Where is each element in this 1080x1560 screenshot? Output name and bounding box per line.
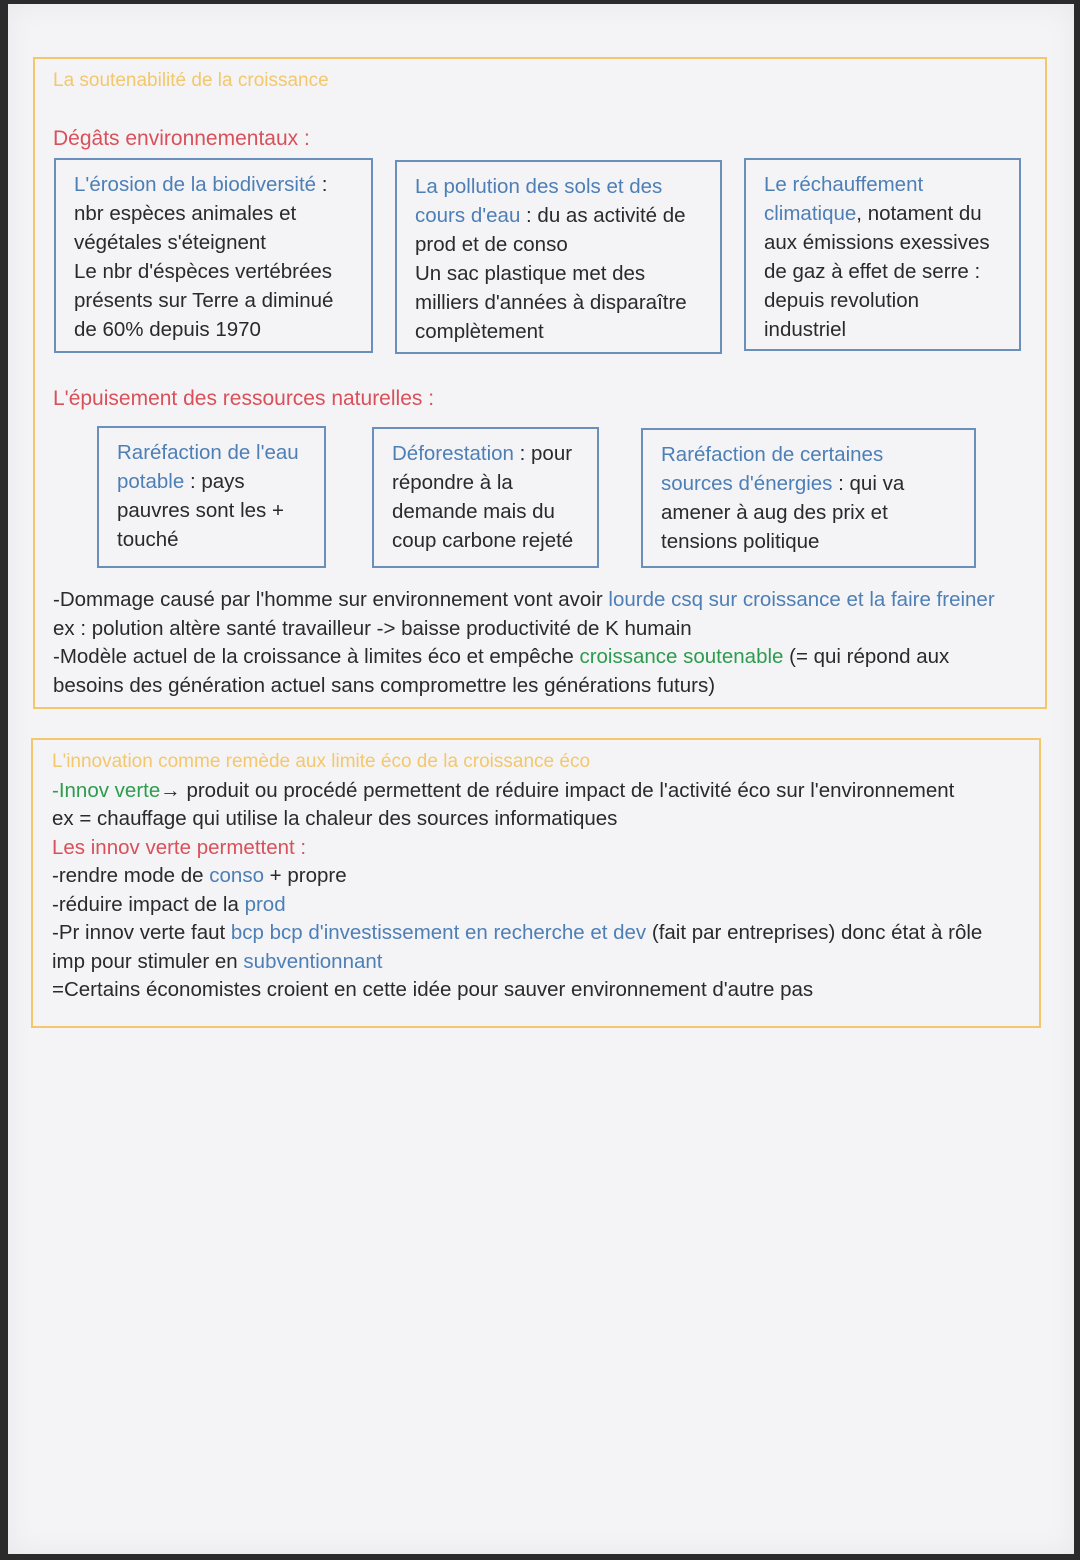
section-title-innovation: L'innovation comme remède aux limite éco de la croissance éco <box>52 751 591 772</box>
energy-heading: Raréfaction de certaines <box>661 443 884 466</box>
box-drinking-water: Raréfaction de l'eau potable : pays pauvres sont les + touché <box>97 426 326 568</box>
subtitle-environmental-damage: Dégâts environnementaux : <box>53 127 310 150</box>
box-climate-warming: Le réchauffement climatique, notament du aux émissions exessives de gaz à effet de serre : depuis revolution industriel <box>744 158 1021 351</box>
box-deforestation: Déforestation : pour répondre à la demande mais du coup carbone rejeté <box>372 427 599 568</box>
box-biodiversity-erosion: L'érosion de la biodiversité : nbr espèces animales et végétales s'éteignent Le nbr d'éspèces vertébrées présents sur Terre a diminué de 60% depuis 1970 <box>54 158 373 353</box>
box-soil-water-pollution: La pollution des sols et des cours d'eau : du as activité de prod et de conso Un sac plastique met des milliers d'années à disparaître complètement <box>395 160 722 354</box>
innovation-content: L'innovation comme remède aux limite éco de la croissance éco -Innov verte→ produit ou procédé permettent de réduire impact de l'activité éco sur l'environnement ex = chauffage qui utilise la chaleur des sources informatiques Les innov verte permettent : -rendre mode de conso + propre -réduire impact de la prod -Pr innov verte faut bcp bcp d'investissement en recherche et dev (fait par entreprises) donc état à rôle imp pour stimuler en subventionnant =Certains économistes croient en cette idée pour sauver environnement d'autre pas <box>52 748 982 1005</box>
deforestation-heading: Déforestation <box>392 442 514 465</box>
pollution-heading: La pollution des sols et des <box>415 175 663 198</box>
sustainability-conclusion: -Dommage causé par l'homme sur environnement vont avoir lourde csq sur croissance et la faire freiner ex : polution altère santé travailleur -> baisse productivité de K humain -Modèle actuel de la croissance à limites éco et empêche croissance soutenable (= qui répond aux besoins des génération actuel sans compromettre les générations futurs) <box>53 588 995 697</box>
box-energy-sources: Raréfaction de certaines sources d'énergies : qui va amener à aug des prix et tensions politique <box>641 428 976 568</box>
subtitle-resource-depletion: L'épuisement des ressources naturelles : <box>53 387 435 410</box>
climate-heading: Le réchauffement <box>764 173 924 196</box>
section-title-sustainability: La soutenabilité de la croissance <box>53 70 329 91</box>
water-heading: Raréfaction de l'eau <box>117 441 299 464</box>
arrow-right-icon: → <box>160 778 181 802</box>
biodiversity-heading: L'érosion de la biodiversité <box>74 173 317 196</box>
